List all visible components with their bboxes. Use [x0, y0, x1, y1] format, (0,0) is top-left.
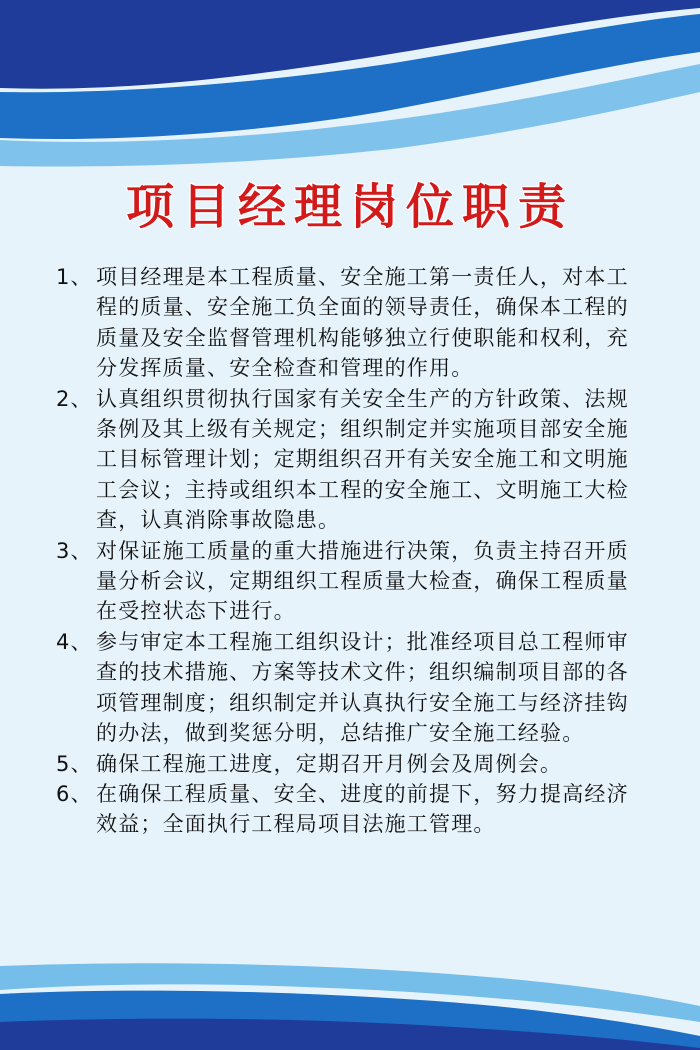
list-item-text: 项目经理是本工程质量、安全施工第一责任人，对本工程的质量、安全施工负全面的领导责任，确保本工程的质量及安全监督管理机构能够独立行使职能和权利，充分发挥质量、安全检查和管理的作用。 — [96, 265, 629, 381]
list-item-text: 参与审定本工程施工组织设计；批准经项目总工程师审查的技术措施、方案等技术文件；组织编制项目部的各项管理制度；组织制定并认真执行安全施工与经济挂钩的办法，做到奖惩分明，总结推广安全施工经验。 — [96, 629, 629, 746]
bottom-wave-decoration — [0, 960, 700, 1050]
list-item — [56, 384, 646, 536]
list-item — [56, 749, 646, 779]
list-item-number: 5、 — [56, 751, 93, 776]
list-item — [56, 536, 646, 627]
list-item — [56, 262, 646, 384]
list-item-text: 确保工程施工进度，定期召开月例会及周例会。 — [96, 751, 563, 776]
top-wave-decoration — [0, 0, 700, 170]
list-item — [56, 627, 646, 749]
list-item-text: 认真组织贯彻执行国家有关安全生产的方针政策、法规条例及其上级有关规定；组织制定并实施项目部安全施工目标管理计划；定期组织召开有关安全施工和文明施工会议；主持或组织本工程的安全施工、文明施工大检查，认真消除事故隐患。 — [96, 386, 629, 533]
list-item-text: 对保证施工质量的重大措施进行决策，负责主持召开质量分析会议，定期组织工程质量大检查，确保工程质量在受控状态下进行。 — [96, 538, 629, 624]
duty-list — [56, 262, 646, 840]
list-item-number: 1、 — [56, 265, 93, 289]
list-item-number: 4、 — [56, 629, 93, 654]
list-item-text: 在确保工程质量、安全、进度的前提下，努力提高经济效益；全面执行工程局项目法施工管理。 — [96, 781, 629, 837]
list-item-number: 6、 — [56, 781, 93, 806]
list-item-number: 2、 — [56, 386, 93, 411]
list-item-number: 3、 — [56, 538, 93, 563]
page-title: 项目经理岗位职责 — [125, 179, 574, 235]
list-item — [56, 779, 646, 840]
